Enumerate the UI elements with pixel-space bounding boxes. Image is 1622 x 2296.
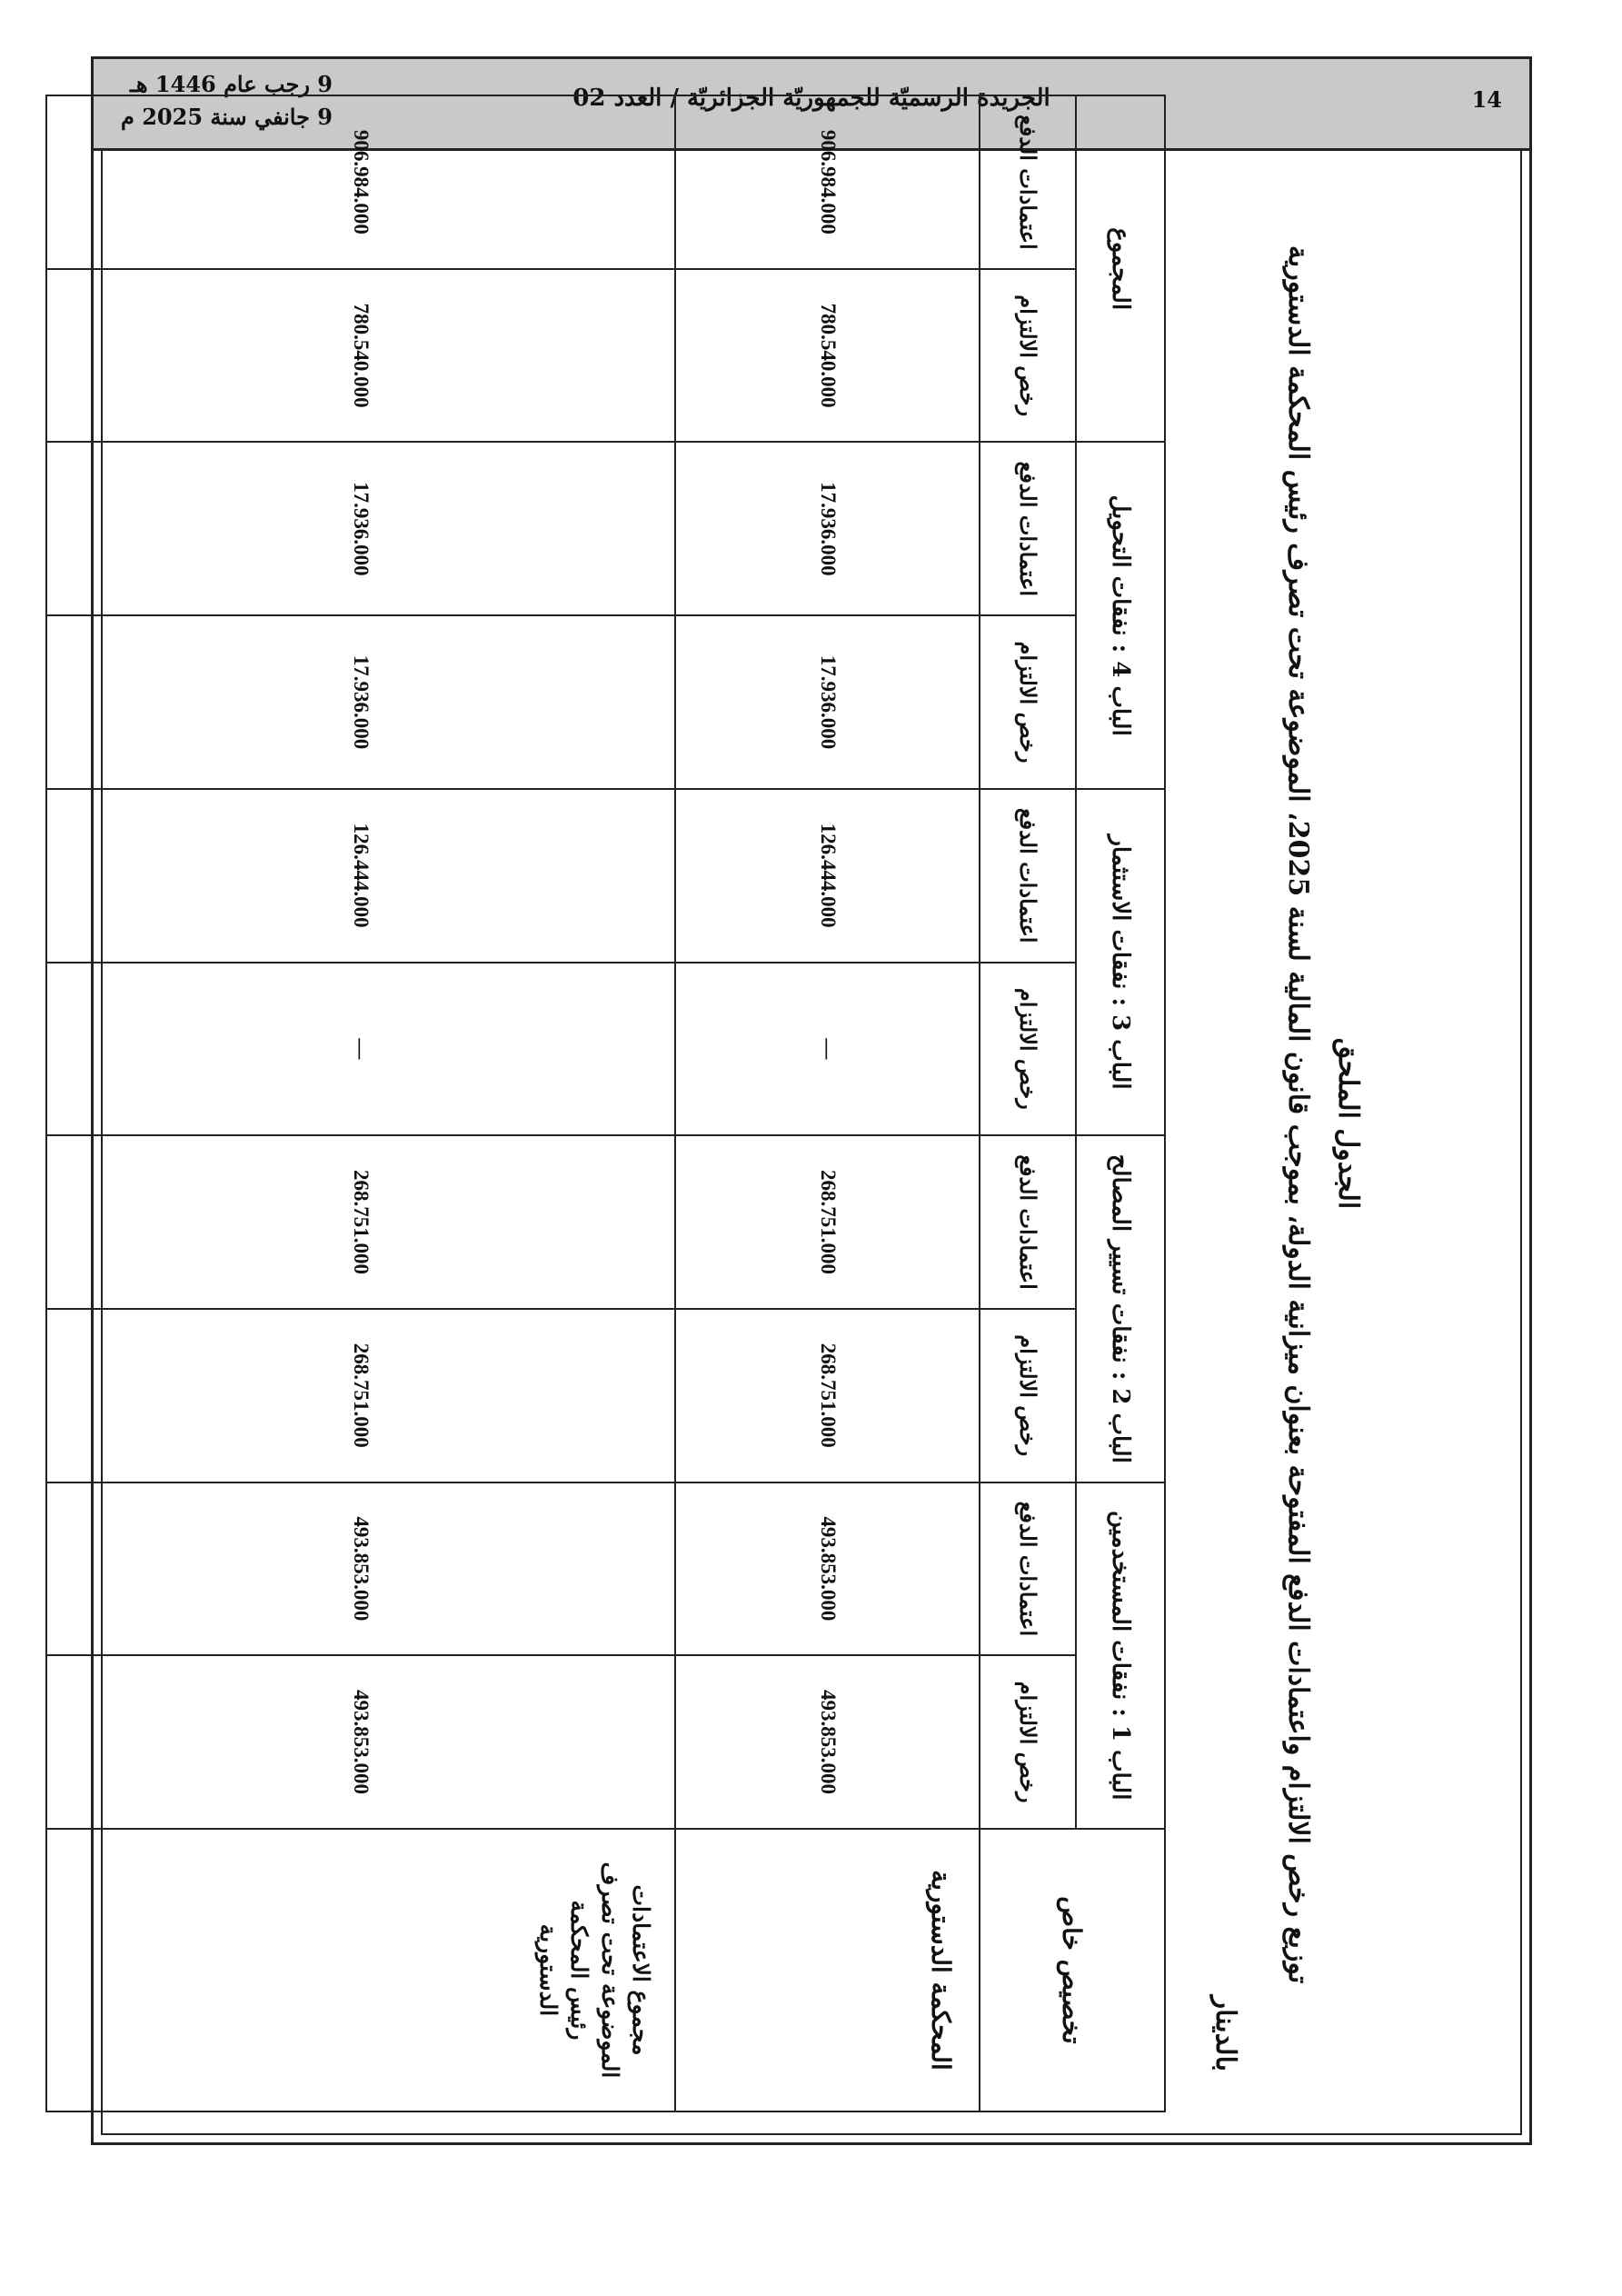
header-special-allocation: تخصيص خاص bbox=[980, 1829, 1165, 2111]
table-row-constitutional-court bbox=[675, 95, 980, 2111]
cell-ch1-commitment: 493.853.000 bbox=[46, 1655, 675, 1829]
cell-total-payment: 906.984.000 bbox=[675, 95, 980, 269]
row-label: المحكمة الدستورية bbox=[675, 1829, 980, 2111]
subheader-payment: اعتمادات الدفع bbox=[980, 442, 1076, 615]
cell-ch2-commitment: 268.751.000 bbox=[675, 1309, 980, 1482]
cell-ch2-payment: 268.751.000 bbox=[675, 1135, 980, 1309]
date-hijri: 9 رجب عام 1446 هـ bbox=[129, 71, 333, 97]
header-row-groups bbox=[1076, 95, 1165, 2111]
cell-ch4-commitment: 17.936.000 bbox=[46, 615, 675, 789]
header-chapter-1: الباب 1 : نفقات المستخدمين bbox=[1076, 1482, 1165, 1829]
header-chapter-2: الباب 2 : نفقات تسيير المصالح bbox=[1076, 1135, 1165, 1482]
cell-total-payment: 906.984.000 bbox=[46, 95, 675, 269]
cell-ch4-payment: 17.936.000 bbox=[675, 442, 980, 615]
cell-total-commitment: 780.540.000 bbox=[46, 269, 675, 443]
subheader-payment: اعتمادات الدفع bbox=[980, 1135, 1076, 1309]
cell-ch3-payment: 126.444.000 bbox=[675, 789, 980, 963]
subheader-payment: اعتمادات الدفع bbox=[980, 95, 1076, 269]
header-total: المجموع bbox=[1076, 95, 1165, 442]
currency-unit: بالدينار bbox=[1209, 1995, 1241, 2071]
header-chapter-4: الباب 4 : نفقات التحويل bbox=[1076, 442, 1165, 788]
cell-ch1-commitment: 493.853.000 bbox=[675, 1655, 980, 1829]
subheader-commitment: رخص الالتزام bbox=[980, 615, 1076, 789]
annex-title: توزيع رخص الالتزام واعتمادات الدفع المفتوحة بعنوان ميزانية الدولة، بموجب قانون المالية لسنة 2025، الموضوعة تحت تصرف رئيس المحكمة الدستورية bbox=[1282, 245, 1314, 1984]
subheader-commitment: رخص الالتزام bbox=[980, 1309, 1076, 1482]
page-number: 14 bbox=[1471, 86, 1502, 113]
subheader-commitment: رخص الالتزام bbox=[980, 269, 1076, 443]
cell-ch4-commitment: 17.936.000 bbox=[675, 615, 980, 789]
subheader-payment: اعتمادات الدفع bbox=[980, 1482, 1076, 1656]
cell-ch3-commitment: — bbox=[675, 963, 980, 1136]
cell-ch1-payment: 493.853.000 bbox=[46, 1482, 675, 1656]
subheader-commitment: رخص الالتزام bbox=[980, 963, 1076, 1136]
subheader-payment: اعتمادات الدفع bbox=[980, 789, 1076, 963]
subheader-commitment: رخص الالتزام bbox=[980, 1655, 1076, 1829]
date-gregorian: 9 جانفي سنة 2025 م bbox=[121, 104, 333, 130]
cell-ch2-commitment: 268.751.000 bbox=[46, 1309, 675, 1482]
header-chapter-3: الباب 3 : نفقات الاستثمار bbox=[1076, 789, 1165, 1135]
journal-title: الجريدة الرسميّة للجمهوريّة الجزائريّة / العدد 02 bbox=[572, 85, 1050, 112]
cell-ch2-payment: 268.751.000 bbox=[46, 1135, 675, 1309]
cell-ch1-payment: 493.853.000 bbox=[675, 1482, 980, 1656]
table-row-grand-total bbox=[46, 95, 675, 2111]
cell-total-commitment: 780.540.000 bbox=[675, 269, 980, 443]
header-row-subcolumns bbox=[980, 95, 1076, 2111]
cell-ch3-commitment: — bbox=[46, 963, 675, 1136]
annex-caption: الجدول الملحق bbox=[1332, 1037, 1364, 1210]
row-label: مجموع الاعتمادات الموضوعة تحت تصرف رئيس المحكمة الدستورية bbox=[46, 1829, 675, 2111]
rotated-annex bbox=[87, 107, 1414, 2140]
cell-ch3-payment: 126.444.000 bbox=[46, 789, 675, 963]
cell-ch4-payment: 17.936.000 bbox=[46, 442, 675, 615]
budget-table bbox=[45, 95, 1166, 2112]
